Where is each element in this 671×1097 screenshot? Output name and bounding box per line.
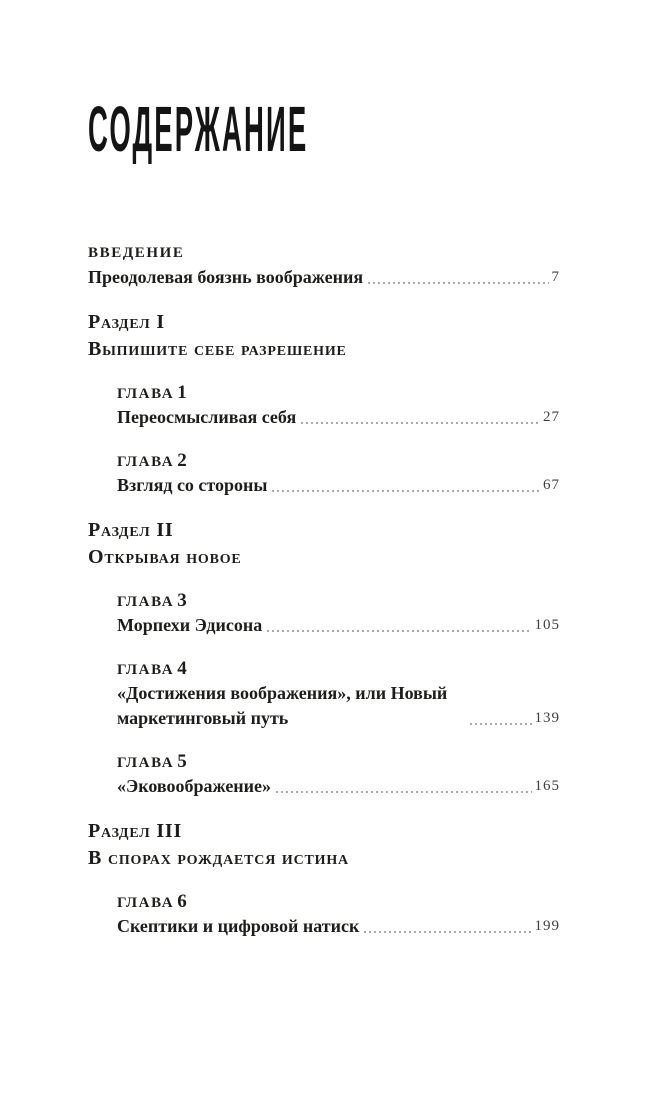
section-title: Выпишите себе разрешение: [88, 338, 347, 360]
toc-line: [117, 405, 560, 430]
chapter-entry-6: [117, 891, 560, 939]
chapter-entry-2: [117, 450, 560, 498]
leader-dots: [272, 490, 540, 492]
section-title: Открывая новое: [88, 546, 242, 568]
chapter-label: [117, 751, 560, 774]
chapter-label: [117, 658, 560, 681]
chapter-word: ГЛАВА: [117, 594, 175, 610]
toc-line: [117, 681, 560, 731]
page-number: 67: [543, 477, 560, 493]
chapter-entry-5: [117, 751, 560, 799]
page-number: 199: [534, 918, 560, 934]
chapter-number: 1: [177, 382, 187, 403]
leader-dots: [364, 931, 531, 933]
page-number: 165: [534, 778, 560, 794]
section-block-2: [88, 516, 560, 570]
chapter-label: [117, 450, 560, 473]
page-title: СОДЕРЖАНИЕ: [88, 93, 309, 165]
chapter-title: «Достижения воображения», или Новый маркетинговый путь: [117, 683, 448, 728]
chapter-entry-1: [117, 382, 560, 430]
chapter-title: Морпехи Эдисона: [117, 615, 263, 635]
intro-entry: [88, 241, 560, 290]
chapter-number: 5: [177, 751, 187, 772]
page-number: 7: [551, 269, 560, 285]
section-label: Раздел III: [88, 820, 183, 842]
toc-line: [117, 914, 560, 939]
chapter-label: [117, 382, 560, 405]
page-number: 139: [534, 710, 560, 726]
page-number: 105: [534, 617, 560, 633]
chapter-word: ГЛАВА: [117, 755, 175, 771]
section-label: Раздел II: [88, 519, 174, 541]
section-title: В спорах рождается истина: [88, 847, 349, 869]
chapter-label: [117, 590, 560, 613]
chapter-word: ГЛАВА: [117, 662, 175, 678]
leader-dots: [301, 422, 540, 424]
chapter-word: ГЛАВА: [117, 454, 175, 470]
chapter-number: 6: [177, 891, 187, 912]
leader-dots: [368, 282, 548, 284]
table-of-contents-page: [0, 93, 671, 939]
intro-title: Преодолевая боязнь воображения: [88, 267, 364, 287]
chapter-word: ГЛАВА: [117, 386, 175, 402]
leader-dots: [276, 791, 531, 793]
chapter-title: «Эковоображение»: [117, 776, 272, 796]
toc-line: [117, 613, 560, 638]
toc-line: [88, 265, 560, 290]
chapter-title: Взгляд со стороны: [117, 475, 268, 495]
intro-label: ВВЕДЕНИЕ: [88, 245, 185, 261]
toc-line: [117, 774, 560, 799]
toc-line: [117, 473, 560, 498]
page-number: 27: [543, 409, 560, 425]
chapter-number: 2: [177, 450, 187, 471]
chapter-entry-3: [117, 590, 560, 638]
chapter-label: [117, 891, 560, 914]
chapter-entry-4: [117, 658, 560, 731]
chapter-number: 3: [177, 590, 187, 611]
chapter-word: ГЛАВА: [117, 895, 175, 911]
leader-dots: [267, 630, 531, 632]
chapter-title: Переосмысливая себя: [117, 407, 297, 427]
leader-dots: [470, 723, 532, 725]
section-block-3: [88, 817, 560, 871]
chapter-title: Скептики и цифровой натиск: [117, 916, 360, 936]
chapter-number: 4: [177, 658, 187, 679]
section-block-1: [88, 308, 560, 362]
section-label: Раздел I: [88, 311, 165, 333]
